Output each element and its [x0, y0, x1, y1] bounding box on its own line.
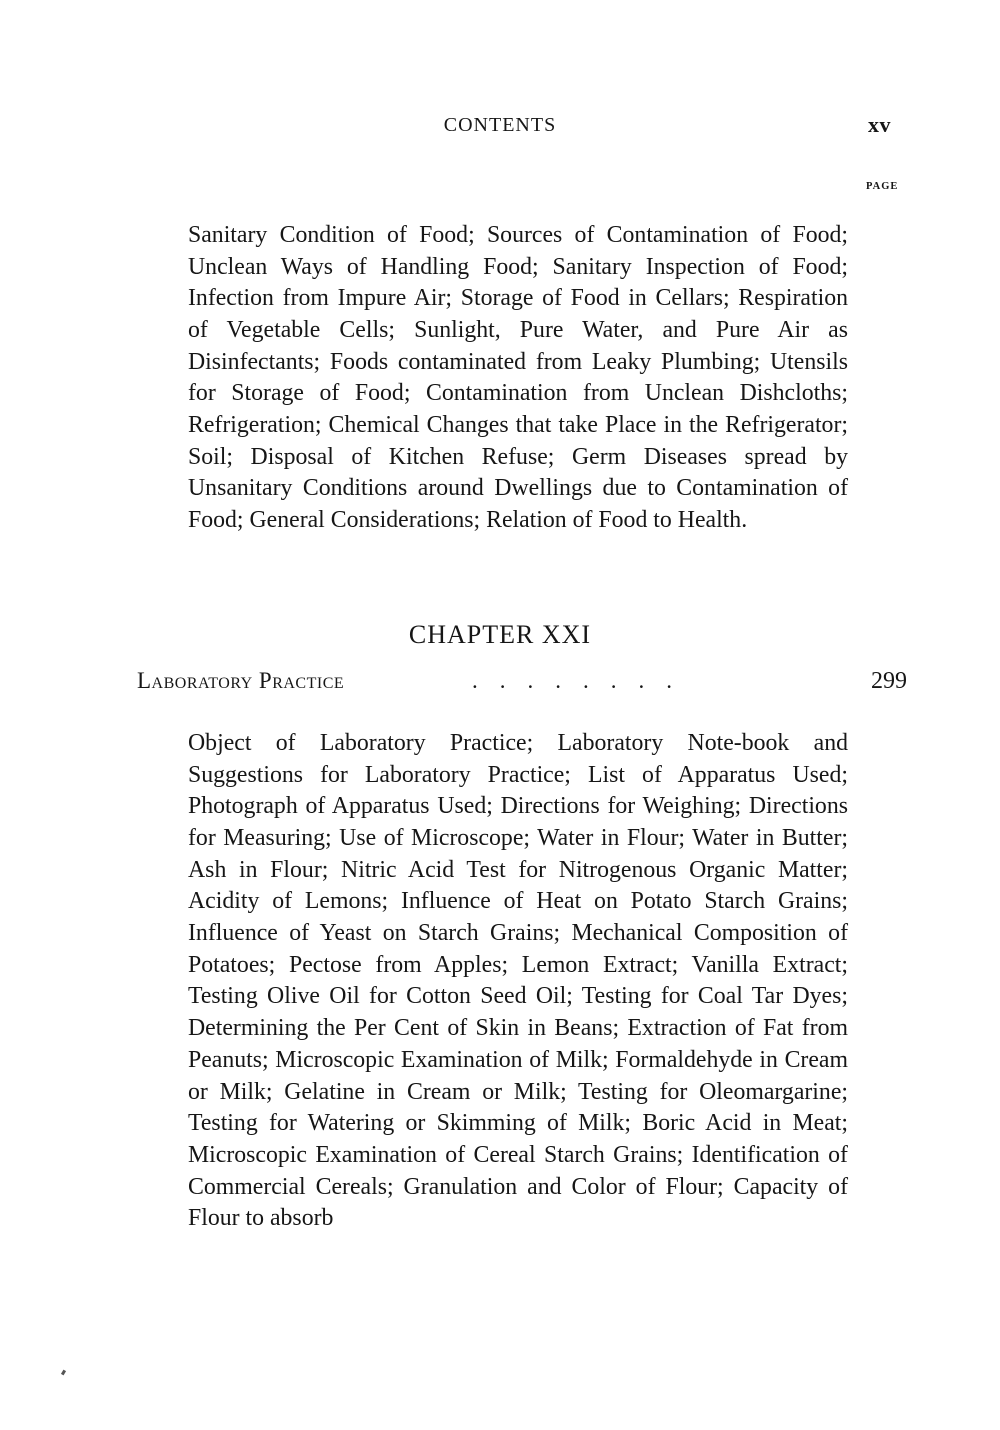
running-head [0, 112, 1000, 142]
chapter-xx-summary: Sanitary Condition of Food; Sources of Contamination of Food; Unclean Ways of Handling Food; Sanitary Inspection of Food; Infection from Impure Air; Storage of Food in Cellars; Respiration of Vegetable Cells; Sunlight, Pure Water, and Pure Air as Disinfectants; Foods contaminated from Leaky Plumbing; Utensils for Storage of Food; Contamination from Unclean Dishcloths; Refrigeration; Chemical Changes that take Place in the Refrigerator; Soil; Disposal of Kitchen Refuse; Germ Diseases spread by Unsanitary Conditions around Dwellings due to Contamination of Food; General Considerations; Relation of Food to Health. [188, 221, 848, 534]
chapter-xxi-summary: Object of Laboratory Practice; Laboratory Note-book and Suggestions for Laboratory Practice; List of Apparatus Used; Photograph of Apparatus Used; Directions for Weighing; Directions for Measuring; Use of Microscope; Water in Flour; Water in Butter; Ash in Flour; Nitric Acid Test for Nitrogenous Organic Matter; Acidity of Lemons; Influence of Heat on Potato Starch Grains; Influence of Yeast on Starch Grains; Mechanical Composition of Potatoes; Pectose from Apples; Lemon Extract; Vanilla Extract; Testing Olive Oil for Cotton Seed Oil; Testing for Coal Tar Dyes; Determining the Per Cent of Skin in Beans; Extraction of Fat from Peanuts; Microscopic Examination of Milk; Formaldehyde in Cream or Milk; Gelatine in Cream or Milk; Testing for Oleomargarine; Testing for Watering or Skimming of Milk; Boric Acid in Meat; Microscopic Examination of Cereal Starch Grains; Identification of Commercial Cereals; Granulation and Color of Flour; Capacity of Flour to absorb [188, 729, 848, 1232]
toc-entry [137, 668, 917, 702]
running-title: CONTENTS [443, 114, 557, 136]
ink-speck [61, 1370, 66, 1376]
toc-dot-leader: ........ [472, 668, 694, 693]
toc-entry-title: Laboratory Practice [137, 668, 345, 693]
page-column-label: PAGE [866, 181, 899, 192]
toc-page-number: 299 [871, 668, 907, 694]
chapter-heading: CHAPTER XXI [408, 620, 592, 649]
page-number: xv [868, 112, 891, 137]
